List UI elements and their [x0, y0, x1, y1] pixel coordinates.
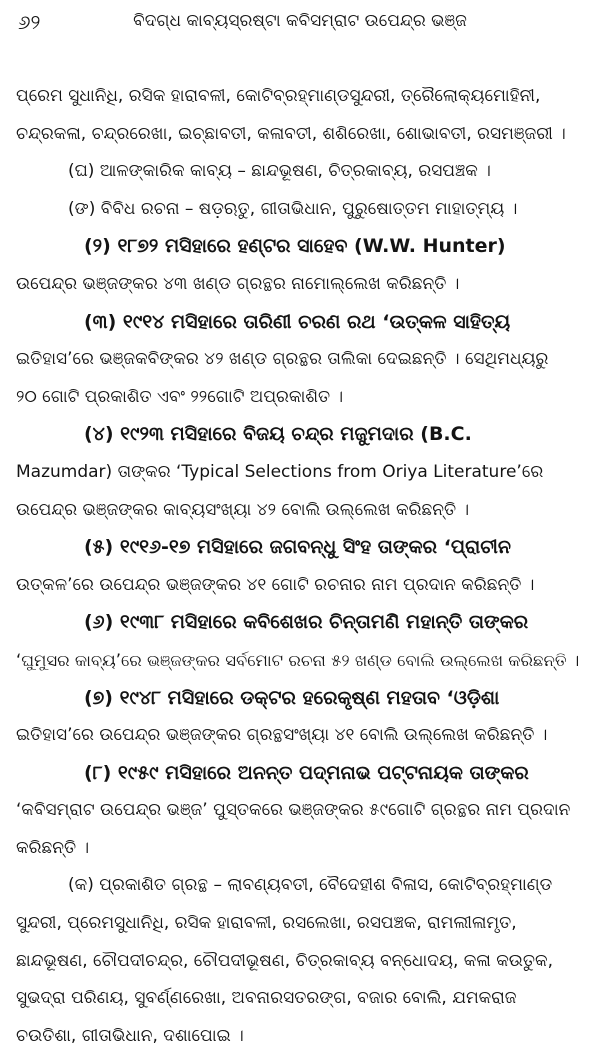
text-line: ଚଉତିଶା, ଗୀତାଭିଧାନ, ଦଶାପୋଇ ।: [16, 1025, 244, 1046]
text-line: କରିଛନ୍ତି ।: [16, 837, 90, 858]
body-text: [16, 78, 586, 1055]
text-line: ୨୦ ଗୋଟି ପ୍ରକାଶିତ ଏବଂ ୨୨ଗୋଟି ଅପ୍ରକାଶିତ ।: [16, 386, 344, 407]
text-line: ଇତିହାସ’ରେ ଉପେନ୍ଦ୍ର ଭଞ୍ଜଙ୍କର ଗ୍ରନ୍ଥସଂଖ୍ୟା ୪୧ ବୋଲି ଉଲ୍ଲେଖ କରିଛନ୍ତି ।: [16, 725, 548, 746]
text-line: ଛାନ୍ଦଭୂଷଣ, ଚୌପଦୀଚନ୍ଦ୍ର, ଚୌପଦୀଭୂଷଣ, ଚିତ୍ରକାବ୍ୟ ବନ୍ଧୋଦୟ, କଳା କଉତୁକ,: [16, 950, 554, 971]
text-line: (୫) ୧୯୧୬-୧୭ ମସିହାରେ ଜଗବନ୍ଧୁ ସିଂହ ତାଙ୍କର ‘ପ୍ରାଚୀନ: [84, 536, 511, 559]
text-line: ଚନ୍ଦ୍ରକଳା, ଚନ୍ଦ୍ରରେଖା, ଇଚ୍ଛାବତୀ, କଳାବତୀ, ଶଶିରେଖା, ଶୋଭାବତୀ, ରସମଞ୍ଜରୀ ।: [16, 123, 566, 144]
page-number: ୬୨: [18, 10, 41, 34]
text-line: (୨) ୧୮୭୨ ମସିହାରେ ହଣ୍ଟର ସାହେବ (W.W. Hunter): [84, 235, 506, 258]
text-line: ପ୍ରେମ ସୁଧାନିଧି, ରସିକ ହାରାବଳୀ, କୋଟିବ୍ରହ୍ମାଣ୍ଡସୁନ୍ଦରୀ, ତ୍ରୈଲୋକ୍ୟମୋହିନୀ,: [16, 86, 541, 106]
page-header: [14, 8, 586, 40]
text-line: ସୁଭଦ୍ରା ପରିଣୟ, ସୁବର୍ଣ୍ଣରେଖା, ଅବନାରସତରଙ୍ଗ, ବଜାର ବୋଲି, ଯମକରାଜ: [16, 988, 517, 1009]
text-line: (୬) ୧୯୩୮ ମସିହାରେ କବିଶେଖର ଚିନ୍ତାମଣି ମହାନ୍ତି ତାଙ୍କର: [84, 611, 529, 634]
text-line: ଉପେନ୍ଦ୍ର ଭଞ୍ଜଙ୍କର କାବ୍ୟସଂଖ୍ୟା ୪୨ ବୋଲି ଉଲ୍ଲେଖ କରିଛନ୍ତି ।: [16, 499, 470, 520]
text-line: ଉତ୍କଳ’ରେ ଉପେନ୍ଦ୍ର ଭଞ୍ଜଙ୍କର ୪୧ ଗୋଟି ରଚନାର ନାମ ପ୍ରଦାନ କରିଛନ୍ତି ।: [16, 574, 535, 595]
text-line: (ଙ) ବିବିଧ ରଚନା – ଷଡ଼ଋତୁ, ଗୀତାଭିଧାନ, ପୁରୁଷୋତ୍ତମ ମାହାତ୍ମ୍ୟ ।: [68, 198, 518, 219]
text-line: Mazumdar) ତାଙ୍କର ‘Typical Selections from Oriya Literature’ରେ: [16, 461, 544, 482]
text-line: (୭) ୧୯୪୮ ମସିହାରେ ଡକ୍ଟର ହରେକୃଷ୍ଣ ମହତାବ ‘ଓଡ଼ିଶା: [84, 686, 500, 709]
text-line: ‘କବିସମ୍ରାଟ ଉପେନ୍ଦ୍ର ଭଞ୍ଜ’ ପୁସ୍ତକରେ ଭଞ୍ଜଙ୍କର ୫୯ଗୋଟି ଗ୍ରନ୍ଥର ନାମ ପ୍ରଦାନ: [16, 800, 571, 821]
text-line: (୮) ୧୯୫୯ ମସିହାରେ ଅନନ୍ତ ପଦ୍ମନାଭ ପଟ୍ଟନାୟକ ତାଙ୍କର: [84, 761, 529, 784]
text-line: (୪) ୧୯୨୩ ମସିହାରେ ବିଜୟ ଚନ୍ଦ୍ର ମଜୁମଦାର (B.C.: [84, 423, 472, 446]
text-line: ସୁନ୍ଦରୀ, ପ୍ରେମସୁଧାନିଧି, ରସିକ ହାରାବଳୀ, ରସଲେଖା, ରସପଞ୍ଚକ, ରାମଲୀଳାମୃତ,: [16, 913, 517, 934]
text-line: ଇତିହାସ’ରେ ଭଞ୍ଜକବିଙ୍କର ୪୨ ଖଣ୍ଡ ଗ୍ରନ୍ଥର ତାଲିକା ଦେଇଛନ୍ତି । ସେଥିମଧ୍ୟରୁ: [16, 349, 549, 370]
text-line: (କ) ପ୍ରକାଶିତ ଗ୍ରନ୍ଥ – ଲାବଣ୍ୟବତୀ, ବୈଦେହୀଶ ବିଳାସ, କୋଟିବ୍ରହ୍ମାଣ୍ଡ: [68, 875, 553, 896]
text-line: (୩) ୧୯୧୪ ମସିହାରେ ତାରିଣୀ ଚରଣ ରଥ ‘ଉତ୍କଳ ସାହିତ୍ୟ: [84, 310, 511, 333]
text-line: ‘ଘୁମୁସର କାବ୍ୟ’ରେ ଭଞ୍ଜଙ୍କର ସର୍ବମୋଟ ରଚନା ୫୨ ଖଣ୍ଡ ବୋଲି ଉଲ୍ଲେଖ କରିଛନ୍ତି ।: [16, 650, 580, 670]
text-line: (ଘ) ଆଳଙ୍କାରିକ କାବ୍ୟ – ଛାନ୍ଦଭୂଷଣ, ଚିତ୍ରକାବ୍ୟ, ରସପଞ୍ଚକ ।: [68, 161, 491, 182]
text-line: ଉପେନ୍ଦ୍ର ଭଞ୍ଜଙ୍କର ୪୩ ଖଣ୍ଡ ଗ୍ରନ୍ଥର ନାମୋଲ୍ଲେଖ କରିଛନ୍ତି ।: [16, 273, 460, 294]
running-title: ବିଦଗ୍ଧ କାବ୍ୟସ୍ରଷ୍ଟା କବିସମ୍ରାଟ ଉପେନ୍ଦ୍ର ଭଞ୍ଜ: [133, 11, 467, 31]
